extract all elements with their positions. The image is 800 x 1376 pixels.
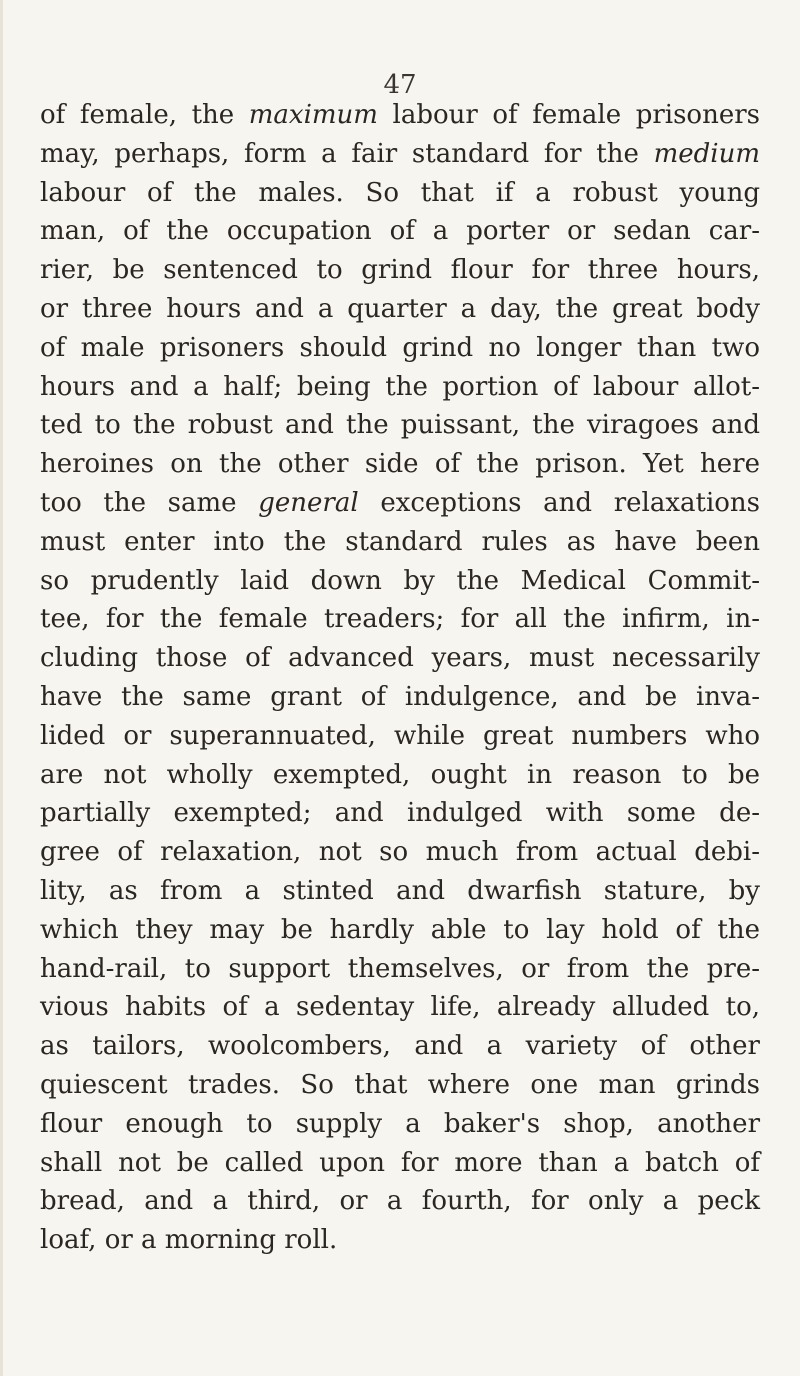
text-line [40, 445, 760, 484]
text-segment: flour enough to supply a baker's shop, another [40, 1108, 760, 1139]
italic-phrase: medium [653, 138, 760, 169]
text-line [40, 1182, 760, 1221]
text-line [40, 872, 760, 911]
text-segment: bread, and a third, or a fourth, for only a peck [40, 1186, 760, 1217]
text-line [40, 600, 760, 639]
text-line [40, 1105, 760, 1144]
text-line [40, 1027, 760, 1066]
text-line [40, 135, 760, 174]
text-segment: lided or superannuated, while great numbers who [40, 720, 760, 751]
text-segment: so prudently laid down by the Medical Commit- [40, 565, 760, 596]
text-segment: exceptions and relaxations [358, 487, 760, 518]
text-line [40, 96, 760, 135]
text-segment: heroines on the other side of the prison. Yet here [40, 449, 760, 480]
text-segment: labour of female prisoners [377, 100, 760, 130]
text-segment: of female, the [40, 100, 249, 130]
text-segment: or three hours and a quarter a day, the great body [40, 293, 760, 324]
text-segment: may, perhaps, form a fair standard for the [40, 138, 654, 169]
text-line [40, 484, 760, 523]
text-line [40, 1221, 760, 1260]
text-line [40, 368, 760, 407]
text-segment: lity, as from a stinted and dwarfish stature, by [40, 875, 760, 906]
text-line [40, 717, 760, 756]
text-line [40, 212, 760, 251]
text-segment: quiescent trades. So that where one man grinds [40, 1069, 760, 1100]
page-number: 47 [383, 70, 417, 100]
text-segment: must enter into the standard rules as have been [40, 526, 760, 557]
text-segment: hand-rail, to support themselves, or from the pre- [40, 953, 760, 984]
text-line [40, 756, 760, 795]
text-segment: tee, for the female treaders; for all the infirm, in- [40, 604, 760, 635]
text-segment: gree of relaxation, not so much from actual debi- [40, 837, 760, 868]
text-segment: as tailors, woolcombers, and a variety of other [40, 1031, 760, 1062]
text-segment: too the same [40, 487, 259, 518]
text-line [40, 794, 760, 833]
text-segment: labour of the males. So that if a robust young [40, 177, 760, 208]
text-line [40, 406, 760, 445]
text-segment: man, of the occupation of a porter or sedan car- [40, 216, 760, 247]
text-segment: loaf, or a morning roll. [40, 1225, 338, 1256]
body-text [40, 96, 760, 1260]
text-segment: hours and a half; being the portion of labour allot- [40, 371, 760, 402]
text-segment: which they may be hardly able to lay hold of the [40, 914, 760, 945]
text-segment: partially exempted; and indulged with some de- [40, 798, 760, 829]
text-line [40, 1144, 760, 1183]
text-segment: of male prisoners should grind no longer than two [40, 332, 760, 363]
text-line [40, 639, 760, 678]
text-line [40, 678, 760, 717]
text-segment: ted to the robust and the puissant, the viragoes and [40, 410, 760, 441]
text-segment: rier, be sentenced to grind flour for three hours, [40, 255, 760, 286]
italic-phrase: maximum [248, 100, 378, 130]
text-line [40, 911, 760, 950]
text-line [40, 251, 760, 290]
text-line [40, 174, 760, 213]
text-line [40, 290, 760, 329]
text-segment: cluding those of advanced years, must necessarily [40, 643, 760, 674]
text-segment: shall not be called upon for more than a batch of [40, 1147, 760, 1178]
text-segment: are not wholly exempted, ought in reason to be [40, 759, 760, 790]
italic-phrase: general [258, 487, 359, 518]
text-segment: vious habits of a sedentay life, already alluded to, [40, 992, 760, 1023]
text-line [40, 329, 760, 368]
page-gutter-edge [0, 0, 3, 1376]
text-line [40, 833, 760, 872]
text-line [40, 523, 760, 562]
text-line [40, 562, 760, 601]
text-segment: have the same grant of indulgence, and be inva- [40, 681, 760, 712]
text-line [40, 950, 760, 989]
text-line [40, 1066, 760, 1105]
text-line [40, 988, 760, 1027]
